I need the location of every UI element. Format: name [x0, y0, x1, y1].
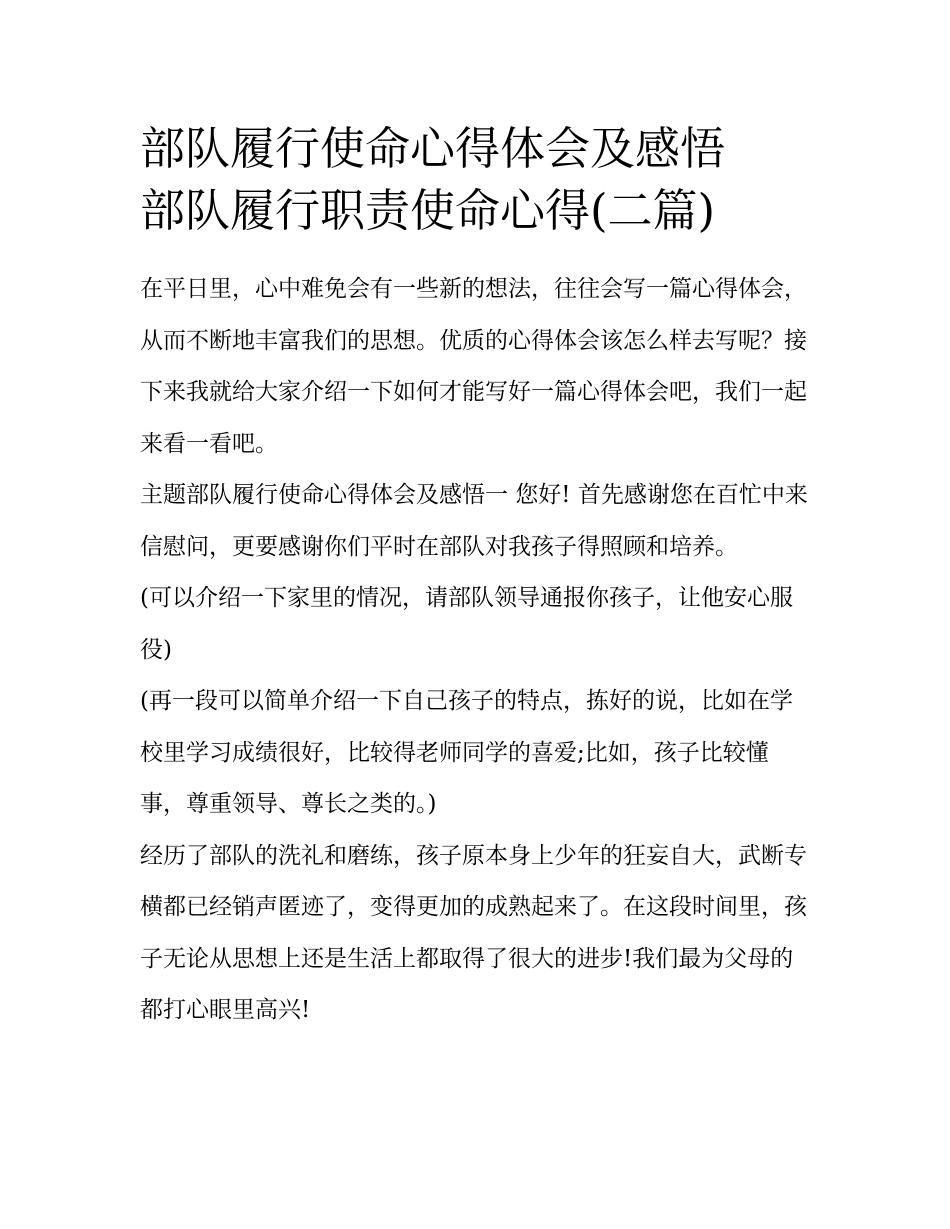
document-title [140, 118, 820, 242]
paragraph-greeting: 主题部队履行使命心得体会及感悟一 您好! 首先感谢您在百忙中来信慰问，更要感谢你们平时在部队对我孩子得照顾和培养。 [140, 482, 808, 560]
paragraph-family-note: (可以介绍一下家里的情况，请部队领导通报你孩子，让他安心服役) [140, 585, 793, 663]
paragraph-child-traits-note: (再一段可以简单介绍一下自己孩子的特点，拣好的说，比如在学校里学习成绩很好，比较得老师同学的喜爱;比如，孩子比较懂事，尊重领导、尊长之类的。) [140, 688, 793, 817]
title-line-2: 部队履行职责使命心得(二篇) [140, 184, 716, 237]
paragraph-progress: 经历了部队的洗礼和磨练，孩子原本身上少年的狂妄自大，武断专横都已经销声匿迹了，变得更加的成熟起来了。在这段时间里，孩子无论从思想上还是生活上都取得了很大的进步!我们最为父母的都打心眼里高兴! [140, 842, 807, 1023]
document-page [140, 118, 820, 1037]
paragraph-intro: 在平日里，心中难免会有一些新的想法，往往会写一篇心得体会，从而不断地丰富我们的思想。优质的心得体会该怎么样去写呢？接下来我就给大家介绍一下如何才能写好一篇心得体会吧，我们一起来看一看吧。 [140, 276, 807, 457]
title-line-1: 部队履行使命心得体会及感悟 [140, 122, 726, 175]
document-body [140, 264, 820, 1037]
